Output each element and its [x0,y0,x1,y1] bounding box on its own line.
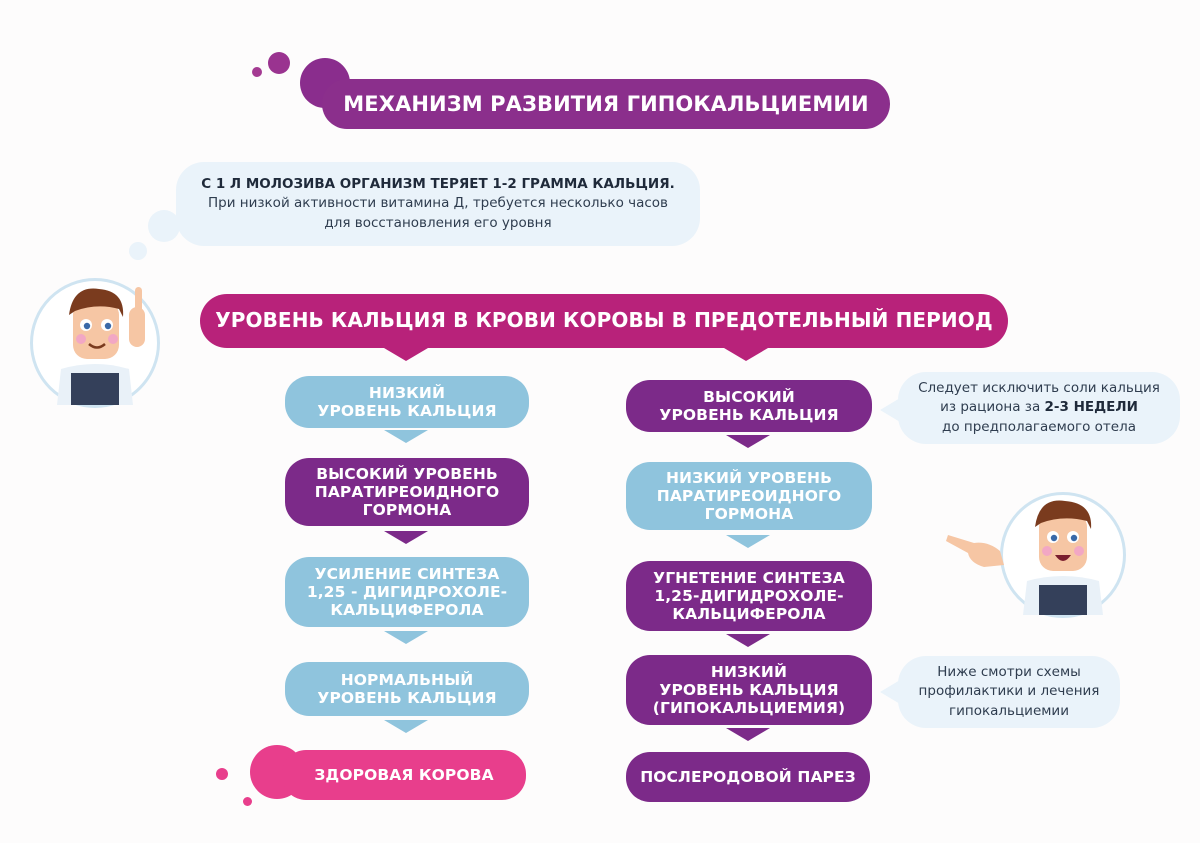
step-line: НИЗКИЙ УРОВЕНЬ [665,468,833,487]
step-line: 1,25 - ДИГИДРОХОЛЕ- [306,582,508,601]
arrow-down [384,348,428,361]
arrow-down [384,531,428,544]
step-line: УРОВЕНЬ КАЛЬЦИЯ [317,689,497,707]
arrow-down [726,435,770,448]
intro-line2: При низкой активности витамина Д, требуется несколько часов [207,195,669,212]
decor-dot [216,768,228,780]
right-step-3 [626,561,872,631]
left-step-1 [285,376,529,428]
note-bottom-bubble [898,656,1120,728]
step-line: УГНЕТЕНИЕ СИНТЕЗА [653,568,845,587]
left-step-2 [285,458,529,526]
step-line: УСИЛЕНИЕ СИНТЕЗА [314,564,500,583]
step-line: ВЫСОКИЙ [703,387,795,406]
note-pointer [880,398,900,422]
right-step-4 [626,655,872,725]
note-bottom-line1: Ниже смотри схемы [937,663,1081,680]
arrow-down [726,535,770,548]
step-line: ПАРАТИРЕОИДНОГО [656,486,842,505]
step-line: (ГИПОКАЛЬЦИЕМИЯ) [652,699,846,718]
note-top-bubble [898,372,1180,444]
left-step-4 [285,662,529,716]
note-top-line2-prefix: из рациона за [940,399,1045,416]
page-title [322,79,890,129]
step-line: НИЗКИЙ [368,383,446,402]
step-line: УРОВЕНЬ КАЛЬЦИЯ [317,402,497,420]
note-bottom-line3: гипокальциемии [949,702,1069,719]
section-subtitle [200,294,1008,348]
left-result [282,750,526,800]
pointing-character-icon [1000,492,1126,618]
arrow-down [384,720,428,733]
result-text: ЗДОРОВАЯ КОРОВА [314,765,494,784]
subtitle-text: УРОВЕНЬ КАЛЬЦИЯ В КРОВИ КОРОВЫ В ПРЕДОТЕЛЬНЫЙ ПЕРИОД [215,308,993,333]
step-line: НОРМАЛЬНЫЙ [340,670,474,689]
right-step-2 [626,462,872,530]
step-line: УРОВЕНЬ КАЛЬЦИЯ [659,406,839,424]
pointing-hand-icon [944,525,1008,573]
intro-line3: для восстановления его уровня [324,214,552,231]
step-line: УРОВЕНЬ КАЛЬЦИЯ [659,680,839,699]
note-top-line2 [898,398,1180,418]
arrow-down [726,728,770,741]
step-line: НИЗКИЙ [710,662,788,681]
decor-dot [268,52,290,74]
decor-dot [252,67,262,77]
arrow-down [726,634,770,647]
decor-dot [243,797,252,806]
thinking-character-icon [30,278,160,408]
arrow-down [384,430,428,443]
note-bottom-line2: профилактики и лечения [918,683,1100,700]
step-line: ВЫСОКИЙ УРОВЕНЬ [316,464,498,483]
note-pointer [880,680,900,704]
note-top-line1: Следует исключить соли кальция [918,379,1160,396]
step-line: КАЛЬЦИФЕРОЛА [672,605,826,624]
step-line: 1,25-ДИГИДРОХОЛЕ- [654,586,844,605]
intro-line1: С 1 Л МОЛОЗИВА ОРГАНИЗМ ТЕРЯЕТ 1-2 ГРАММА КАЛЬЦИЯ. [201,175,675,192]
step-line: ГОРМОНА [704,505,794,524]
result-text: ПОСЛЕРОДОВОЙ ПАРЕЗ [640,767,856,786]
step-line: ГОРМОНА [362,501,452,520]
note-top-line2-bold: 2-3 НЕДЕЛИ [1044,399,1138,416]
thought-dot [129,242,147,260]
intro-bubble [176,162,700,246]
right-step-1 [626,380,872,432]
page-title-text: МЕХАНИЗМ РАЗВИТИЯ ГИПОКАЛЬЦИЕМИИ [343,91,869,116]
step-line: КАЛЬЦИФЕРОЛА [330,601,484,620]
note-top-line3: до предполагаемого отела [942,418,1136,435]
right-result [626,752,870,802]
arrow-down [724,348,768,361]
step-line: ПАРАТИРЕОИДНОГО [314,482,500,501]
arrow-down [384,631,428,644]
left-step-3 [285,557,529,627]
